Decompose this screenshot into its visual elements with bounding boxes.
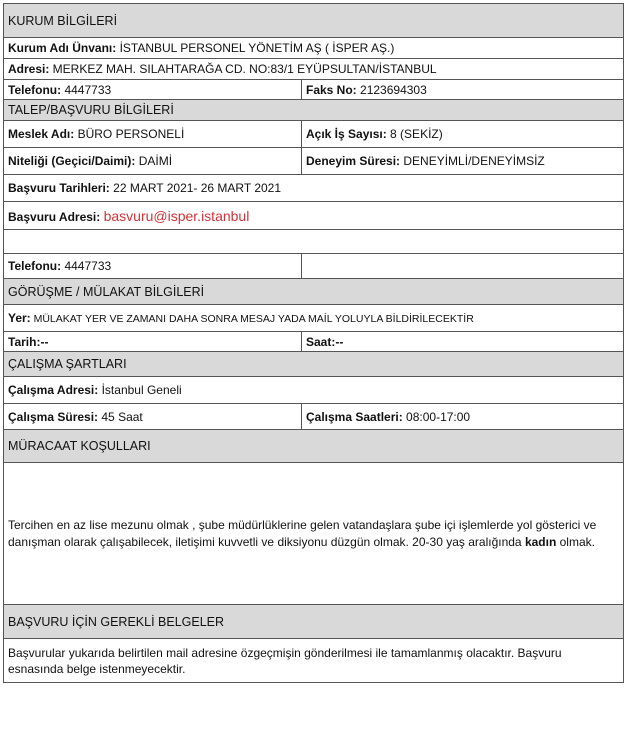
acik-is-value: 8 (SEKİZ) [386, 127, 443, 141]
yer-label: Yer: [8, 311, 31, 325]
section-talep [4, 100, 624, 121]
faks-value: 2123694303 [356, 82, 427, 97]
row-meslek [4, 121, 624, 148]
row-adres [4, 59, 624, 80]
row-basvuru-tarih [4, 175, 624, 202]
row-tarih-saat [4, 332, 624, 352]
row-belgeler-text [4, 639, 624, 683]
faks-label: Faks No: [306, 82, 357, 97]
basvuru-telefon-value: 4447733 [61, 259, 112, 273]
calisma-saatleri-label: Çalışma Saatleri: [306, 409, 403, 424]
basvuru-tarih-label: Başvuru Tarihleri: [8, 181, 110, 195]
calisma-adresi-label: Çalışma Adresi: [8, 383, 99, 397]
nitelik-value: DAİMİ [135, 154, 173, 168]
mulakat-saat: Saat:-- [306, 334, 344, 349]
calisma-adresi-value: İstanbul Geneli [98, 383, 182, 397]
meslek-value: BÜRO PERSONELİ [74, 127, 185, 141]
adres-value: MERKEZ MAH. SILAHTARAĞA CD. NO:83/1 EYÜPSULTAN/İSTANBUL [49, 62, 437, 76]
acik-is-label: Açık İş Sayısı: [306, 127, 387, 141]
row-empty [4, 230, 624, 254]
row-telefon-faks [4, 80, 624, 100]
muracaat-text-end: olmak. [556, 534, 595, 549]
job-posting-document [3, 3, 623, 683]
muracaat-text-bold: kadın [524, 534, 557, 549]
section-muracaat [4, 430, 624, 463]
row-kurum-adi [4, 38, 624, 59]
row-nitelik [4, 148, 624, 175]
row-calisma-sure [4, 404, 624, 430]
section-header-calisma: ÇALIŞMA ŞARTLARI [4, 352, 624, 377]
row-yer [4, 305, 624, 332]
mulakat-tarih: Tarih:-- [8, 334, 49, 349]
kurum-adi-value: İSTANBUL PERSONEL YÖNETİM AŞ ( İSPER AŞ.) [116, 41, 395, 55]
calisma-suresi-label: Çalışma Süresi: [8, 409, 99, 424]
section-header-talep: TALEP/BAŞVURU BİLGİLERİ [4, 100, 624, 121]
row-muracaat-text [4, 463, 624, 605]
basvuru-tarih-value: 22 MART 2021- 26 MART 2021 [109, 181, 282, 195]
telefon-label: Telefonu: [8, 82, 62, 97]
basvuru-email-link[interactable]: basvuru@isper.istanbul [103, 207, 250, 224]
section-calisma [4, 352, 624, 377]
belgeler-text: Başvurular yukarıda belirtilen mail adresine özgeçmişin gönderilmesi ile tamamlanmış olacaktır. Başvuru esnasında belge istenmeyecektir. [4, 639, 624, 683]
basvuru-telefon-label: Telefonu: [8, 259, 62, 273]
muracaat-text: Tercihen en az lise mezunu olmak , şube müdürlüklerine gelen vatandaşlara şube içi işlemlerde yol gösterici ve danışman olarak çalışabilecek, iletişimi kuvvetli ve diksiyonu düzgün olmak. 20-30 yaş aralığında [8, 517, 597, 549]
section-kurum [4, 4, 624, 38]
row-basvuru-telefon [4, 254, 624, 279]
section-header-belgeler: BAŞVURU İÇİN GEREKLİ BELGELER [4, 605, 624, 639]
nitelik-label: Niteliği (Geçici/Daimi): [8, 154, 136, 168]
meslek-label: Meslek Adı: [8, 127, 75, 141]
row-basvuru-adresi [4, 202, 624, 230]
section-gorusme [4, 279, 624, 305]
telefon-value: 4447733 [61, 82, 112, 97]
section-header-gorusme: GÖRÜŞME / MÜLAKAT BİLGİLERİ [4, 279, 624, 305]
kurum-adi-label: Kurum Adı Ünvanı: [8, 41, 117, 55]
deneyim-value: DENEYİMLİ/DENEYİMSİZ [400, 154, 545, 168]
section-header-kurum: KURUM BİLGİLERİ [4, 4, 624, 38]
basvuru-adresi-label: Başvuru Adresi: [8, 209, 101, 224]
adres-label: Adresi: [8, 62, 50, 76]
section-belgeler [4, 605, 624, 639]
deneyim-label: Deneyim Süresi: [306, 154, 401, 168]
yer-value: MÜLAKAT YER VE ZAMANI DAHA SONRA MESAJ YADA MAİL YOLUYLA BİLDİRİLECEKTİR [30, 313, 474, 325]
calisma-saatleri-value: 08:00-17:00 [402, 409, 471, 424]
section-header-muracaat: MÜRACAAT KOŞULLARI [4, 430, 624, 463]
calisma-suresi-value: 45 Saat [98, 409, 143, 424]
row-calisma-adresi [4, 377, 624, 404]
job-posting-table [3, 3, 624, 683]
